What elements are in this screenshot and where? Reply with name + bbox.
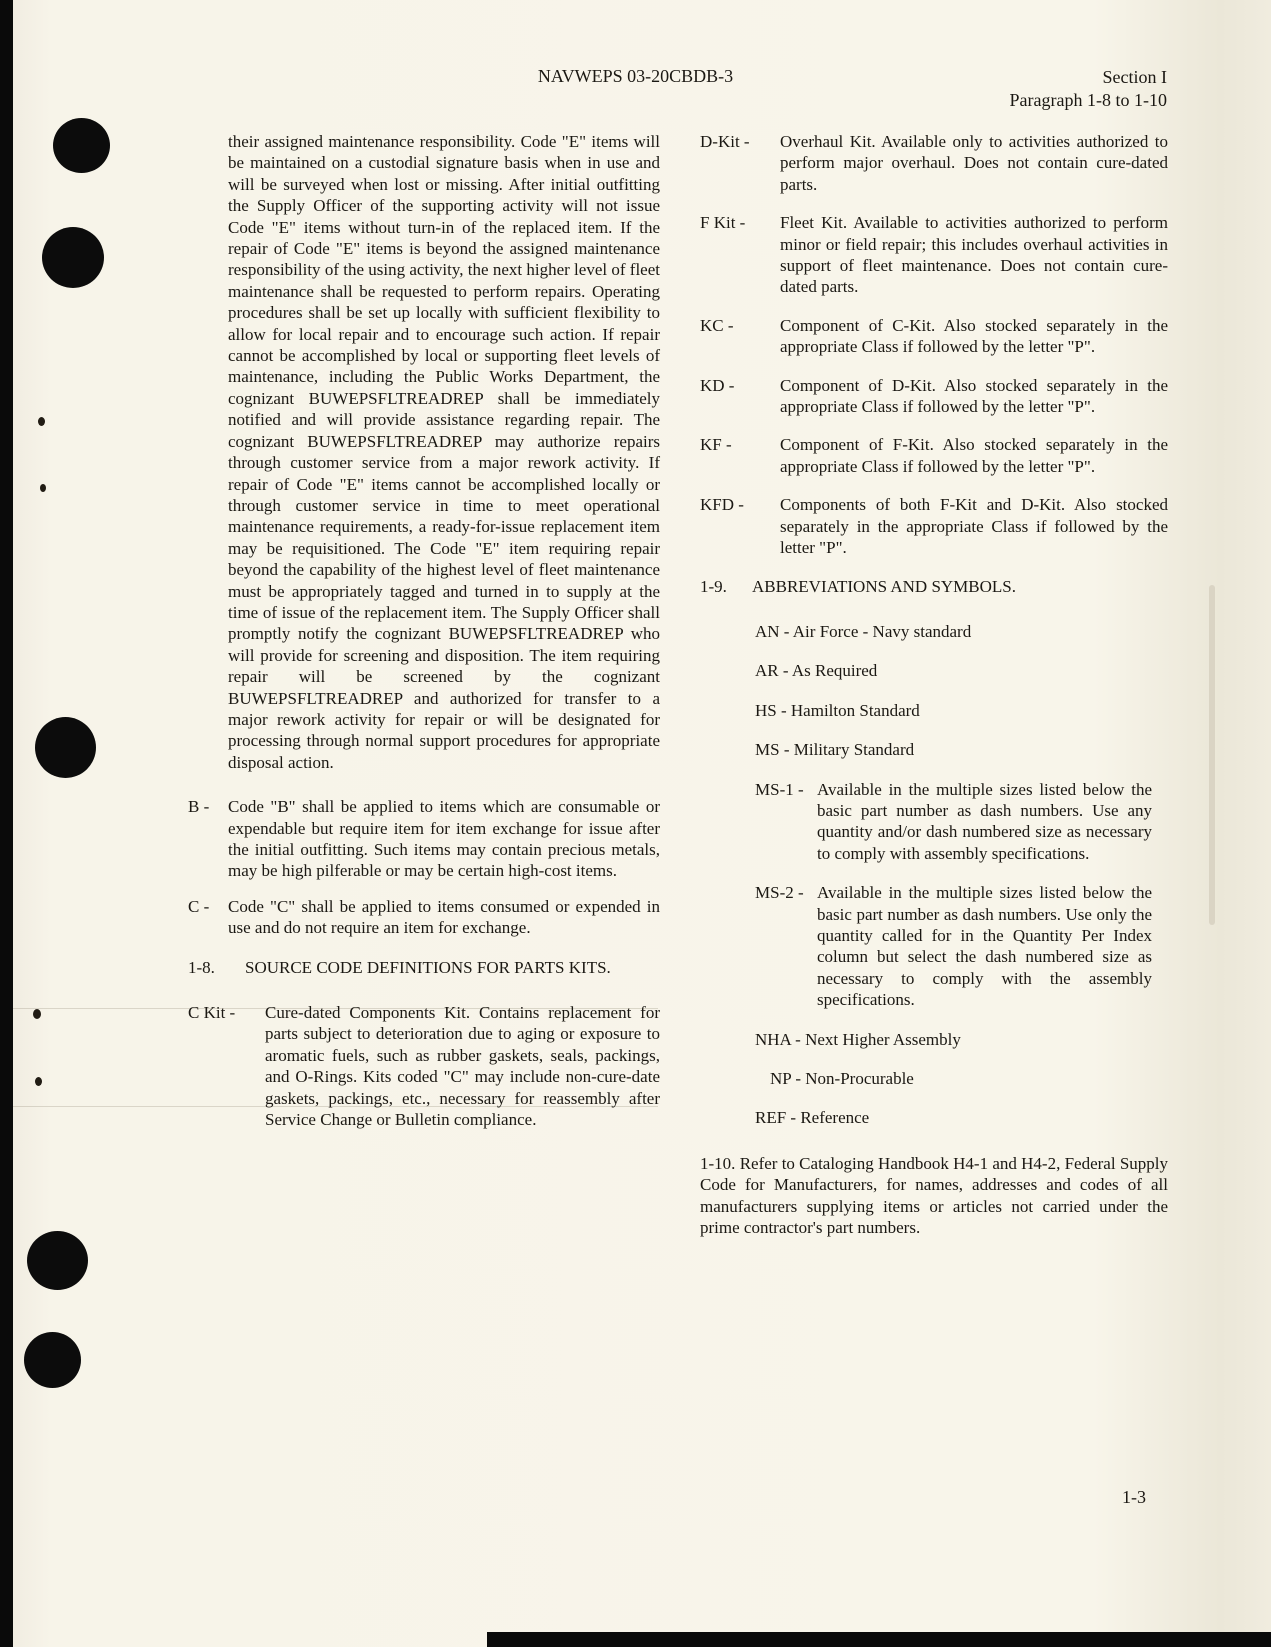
scan-edge-bottom-bar (487, 1632, 1271, 1647)
abbreviation-nha (755, 1029, 1152, 1050)
abbrev-label: MS-1 - (755, 779, 804, 799)
section-number: 1-9. (700, 576, 727, 596)
kit-definition-d-kit (700, 131, 1168, 195)
section-number: 1-8. (188, 957, 215, 977)
abbreviation-hs (755, 700, 1152, 721)
abbrev-label: MS - (755, 740, 790, 760)
kit-definition-kc (700, 315, 1168, 358)
section-title: SOURCE CODE DEFINITIONS FOR PARTS KITS. (245, 957, 611, 977)
scan-smudge (1209, 585, 1215, 925)
kit-label: C Kit - (188, 1003, 236, 1023)
header-right (1010, 66, 1167, 112)
abbreviation-ms-1 (755, 779, 1152, 865)
kit-label: F Kit - (700, 213, 746, 233)
abbrev-text: Non-Procurable (805, 1069, 914, 1088)
scan-edge-left-bar (0, 0, 13, 1647)
abbreviation-np (770, 1068, 1152, 1089)
kit-text: Component of F-Kit. Also stocked separately in the appropriate Class if followed by the letter "P". (780, 435, 1168, 476)
abbrev-label: HS - (755, 700, 787, 720)
section-title: ABBREVIATIONS AND SYMBOLS. (752, 576, 1017, 596)
abbrev-text: Military Standard (793, 740, 915, 760)
scan-speck (35, 1077, 42, 1086)
code-definition-c (188, 896, 660, 939)
abbrev-text: Available in the multiple sizes listed below the basic part number as dash numbers. Use any quantity and/or dash numbered size as necessary to comply with assembly specifications. (817, 779, 1152, 863)
punch-hole (24, 1332, 81, 1388)
kit-label: D-Kit - (700, 132, 750, 151)
paragraph-range-label: Paragraph 1-8 to 1-10 (1009, 90, 1167, 110)
kit-label: KF - (700, 435, 732, 455)
section-heading-1-9 (700, 576, 1168, 597)
section-label: Section I (1102, 67, 1167, 87)
kit-definition-c-kit (188, 1002, 660, 1130)
punch-hole (42, 227, 104, 288)
code-text: Code "B" shall be applied to items which are consumable or expendable but require item for item exchange for issue after the initial outfitting. Such items may contain precious metals, may be high pilferable or may be certain high-cost items. (228, 797, 660, 881)
paragraph-1-10 (700, 1153, 1168, 1239)
kit-text: Components of both F-Kit and D-Kit. Also stocked separately in the appropriate Class if followed by the letter "P". (780, 495, 1168, 558)
paragraph-code-e-continuation: their assigned maintenance responsibility. Code "E" items will be maintained on a custodial signature basis when in use and will be surveyed when lost or missing. After initial outfitting the Supply Officer of the supporting activity will not issue Code "E" items without turn-in of the replaced item. If the repair of Code "E" items is beyond the assigned maintenance responsibility of the using activity, the next higher level of fleet maintenance shall be requested to perform repairs. Operating procedures shall be set up locally with sufficient flexibility to allow for local repair and to encourage such action. If repair cannot be accomplished by local or supporting fleet levels of maintenance, including the Public Works Department, the cognizant BUWEPSFLTREADREP shall be immediately notified and will provide assistance regarding repair. The cognizant BUWEPSFLTREADREP may authorize repairs through customer service from a major rework activity. If repair of Code "E" items cannot be accomplished locally or through customer service in time to meet operational maintenance requirements, a ready-for-issue replacement item may be requisitioned. The Code "E" item requiring repair beyond the capability of the highest level of fleet maintenance must be appropriately tagged and turned in to supply at the time of issue of the replacement item. The Supply Officer shall promptly notify the cognizant BUWEPSFLTREADREP who will provide for screening and disposition. The item requiring repair will be screened by the cognizant BUWEPSFLTREADREP and authorized for transfer to a major rework activity for repair or will be designated for processing through normal support procedures for appropriate disposal action. (228, 132, 660, 772)
abbrev-label: MS-2 - (755, 883, 804, 903)
abbrev-label: NP - (770, 1069, 802, 1088)
code-definition-b (188, 796, 660, 882)
kit-definition-kfd (700, 494, 1168, 558)
kit-text: Overhaul Kit. Available only to activities authorized to perform major overhaul. Does not contain cure-dated parts. (780, 132, 1168, 194)
abbrev-text: Hamilton Standard (790, 700, 920, 720)
punch-hole (27, 1231, 88, 1290)
abbreviation-ms-2 (755, 882, 1152, 1010)
scan-speck (33, 1009, 41, 1019)
kit-text: Component of C-Kit. Also stocked separately in the appropriate Class if followed by the letter "P". (780, 315, 1168, 357)
abbreviation-an (755, 621, 1152, 642)
left-column (188, 131, 660, 1147)
kit-label: KFD - (700, 495, 744, 515)
kit-definition-f-kit (700, 212, 1168, 298)
abbrev-text: Available in the multiple sizes listed below the basic part number as dash numbers. Use only the quantity called for in the Quantity Per Index column but select the dash numbered size as necessary to comply with the assembly specifications. (817, 883, 1152, 1010)
abbrev-label: REF - (755, 1108, 797, 1128)
kit-definition-kf (700, 434, 1168, 477)
abbrev-text: Reference (800, 1108, 870, 1128)
section-heading-1-8 (188, 957, 660, 978)
punch-hole (35, 717, 96, 778)
kit-text: Cure-dated Components Kit. Contains replacement for parts subject to deterioration due to aging or exposure to aromatic fuels, such as rubber gaskets, seals, packings, and O-Rings. Kits coded "C" may include non-cure-date gaskets, packings, etc., necessary for reassembly after Service Change or Bulletin compliance. (265, 1003, 660, 1130)
code-label: C - (188, 896, 210, 916)
scan-speck (40, 484, 46, 492)
abbrev-text: Next Higher Assembly (805, 1029, 961, 1049)
code-text: Code "C" shall be applied to items consumed or expended in use and do not require an item for exchange. (228, 896, 660, 938)
kit-label: KD - (700, 375, 735, 395)
kit-text: Fleet Kit. Available to activities authorized to perform minor or field repair; this includes overhaul activities in support of fleet maintenance. Does not contain cure-dated parts. (780, 213, 1168, 297)
code-label: B - (188, 797, 210, 817)
right-column (700, 131, 1168, 1238)
abbreviation-ar (755, 660, 1152, 681)
kit-label: KC - (700, 315, 734, 335)
abbrev-text: Air Force - Navy standard (792, 621, 972, 641)
kit-text: Component of D-Kit. Also stocked separately in the appropriate Class if followed by the letter "P". (780, 375, 1168, 417)
page-number: 1-3 (1122, 1487, 1146, 1507)
punch-hole (53, 118, 110, 173)
abbrev-label: AN - (755, 621, 790, 641)
abbrev-text: As Required (791, 661, 878, 681)
paragraph-text: Refer to Cataloging Handbook H4-1 and H4-2, Federal Supply Code for Manufacturers, for names, addresses and codes of all manufacturers supplying items or articles not carried under the prime contractor's part numbers. (700, 1153, 1168, 1238)
abbrev-label: NHA - (755, 1029, 801, 1049)
abbreviation-ref (755, 1107, 1152, 1128)
abbrev-label: AR - (755, 661, 789, 681)
abbreviations-list (755, 621, 1152, 1129)
scan-speck (38, 417, 45, 426)
kit-definition-kd (700, 375, 1168, 418)
doc-number: NAVWEPS 03-20CBDB-3 (537, 66, 734, 86)
abbreviation-ms (755, 739, 1152, 760)
paragraph-number: 1-10. (700, 1153, 736, 1173)
